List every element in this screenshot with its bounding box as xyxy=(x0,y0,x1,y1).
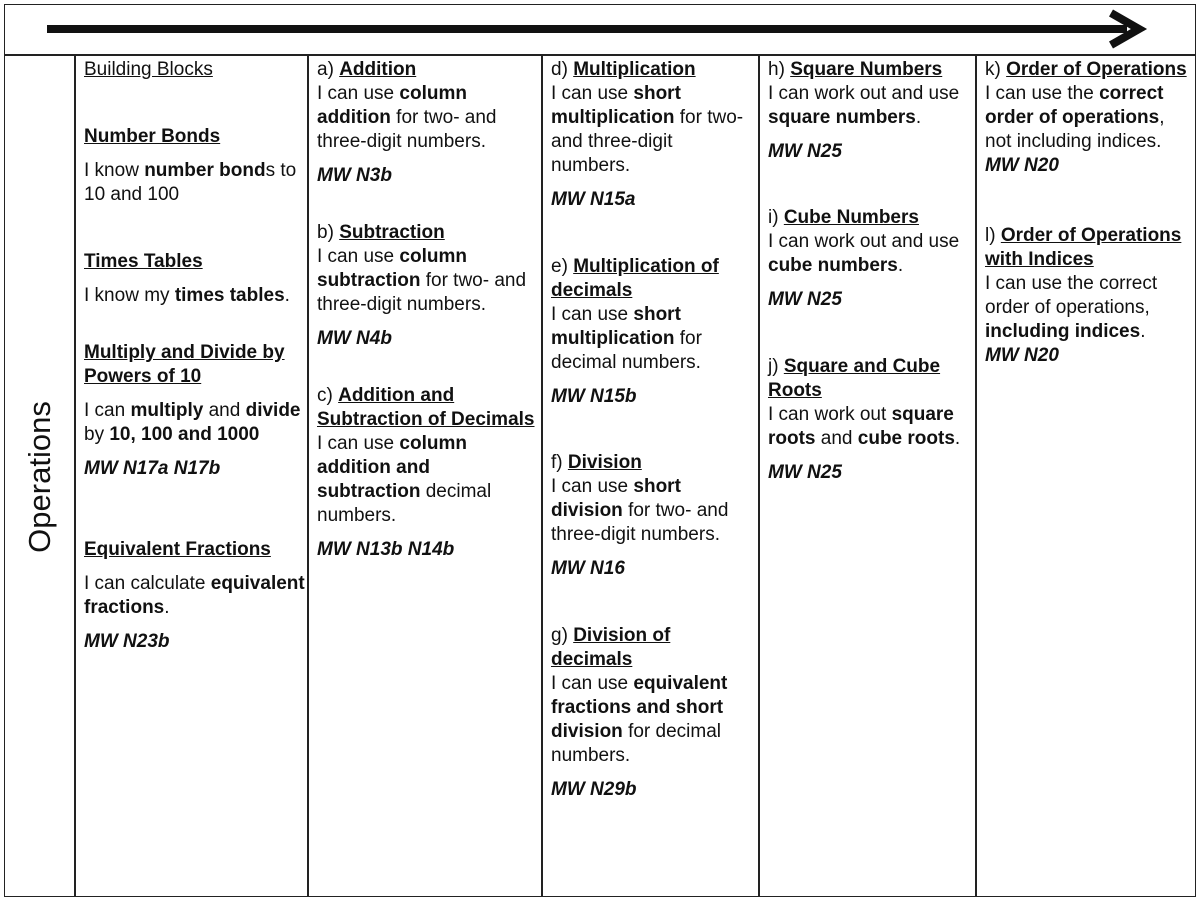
cube-numbers-heading: i) Cube Numbers xyxy=(768,207,919,228)
roots-block xyxy=(768,355,972,485)
row-label: Operations xyxy=(21,400,57,553)
order-ops-indices-text: I can use the correct order of operations, including indices. xyxy=(985,273,1158,342)
mw-reference: MW N15a xyxy=(551,189,636,210)
mult-decimals-heading: e) Multiplication of decimals xyxy=(551,256,719,301)
row-label-cell xyxy=(4,56,75,897)
order-ops-block xyxy=(985,58,1190,178)
mw-reference: MW N25 xyxy=(768,289,842,310)
addition-block xyxy=(317,58,537,188)
mw-reference: MW N3b xyxy=(317,165,392,186)
mw-reference: MW N20 xyxy=(985,345,1059,366)
mw-reference: MW N20 xyxy=(985,155,1059,176)
add-sub-decimals-block xyxy=(317,384,537,562)
column-divider xyxy=(541,56,543,897)
order-ops-text: I can use the correct order of operations, not including indices. xyxy=(985,83,1165,152)
times-tables-heading: Times Tables xyxy=(84,251,203,272)
mw-reference: MW N25 xyxy=(768,462,842,483)
timeline-row xyxy=(4,4,1196,56)
mult-decimals-block xyxy=(551,255,751,409)
mw-reference: MW N25 xyxy=(768,141,842,162)
column-divider xyxy=(307,56,309,897)
mw-reference: MW N16 xyxy=(551,558,625,579)
order-ops-heading: k) Order of Operations xyxy=(985,59,1187,80)
div-decimals-heading: g) Division of decimals xyxy=(551,625,671,670)
mw-reference: MW N15b xyxy=(551,386,637,407)
add-sub-decimals-text: I can use column addition and subtraction decimal numbers. xyxy=(317,433,492,526)
equivalent-fractions-block xyxy=(84,538,306,654)
mw-reference: MW N13b N14b xyxy=(317,539,455,560)
add-sub-decimals-heading: c) Addition and Subtraction of Decimals xyxy=(317,385,535,430)
equivalent-fractions-text: I can calculate equivalent fractions. xyxy=(84,573,305,618)
powers-of-10-block xyxy=(84,341,306,481)
times-tables-block xyxy=(84,250,306,308)
roots-heading: j) Square and Cube Roots xyxy=(768,356,941,401)
div-decimals-text: I can use equivalent fractions and short division for decimal numbers. xyxy=(551,673,728,766)
column-divider xyxy=(758,56,760,897)
multiplication-block xyxy=(551,58,751,212)
multiplication-text: I can use short multiplication for two- and three-digit numbers. xyxy=(551,83,744,176)
mw-reference: MW N4b xyxy=(317,328,392,349)
square-numbers-block xyxy=(768,58,972,164)
cube-numbers-text: I can work out and use cube numbers. xyxy=(768,231,960,276)
mult-decimals-text: I can use short multiplication for decimal numbers. xyxy=(551,304,702,373)
div-decimals-block xyxy=(551,624,751,802)
powers-of-10-heading: Multiply and Divide by Powers of 10 xyxy=(84,342,285,387)
number-bonds-block xyxy=(84,125,306,207)
column-divider xyxy=(975,56,977,897)
addition-heading: a) Addition xyxy=(317,59,417,80)
addition-text: I can use column addition for two- and three-digit numbers. xyxy=(317,83,497,152)
building-blocks-title: Building Blocks xyxy=(84,59,213,80)
division-text: I can use short division for two- and three-digit numbers. xyxy=(551,476,729,545)
equivalent-fractions-heading: Equivalent Fractions xyxy=(84,539,271,560)
division-heading: f) Division xyxy=(551,452,642,473)
number-bonds-heading: Number Bonds xyxy=(84,126,221,147)
roots-text: I can work out square roots and cube roots. xyxy=(768,404,961,449)
mw-reference: MW N23b xyxy=(84,631,170,652)
number-bonds-text: I know number bonds to 10 and 100 xyxy=(84,160,297,205)
square-numbers-text: I can work out and use square numbers. xyxy=(768,83,960,128)
division-block xyxy=(551,451,751,581)
subtraction-block xyxy=(317,221,537,351)
mw-reference: MW N17a N17b xyxy=(84,458,221,479)
order-ops-indices-heading: l) Order of Operations with Indices xyxy=(985,225,1182,270)
times-tables-text: I know my times tables. xyxy=(84,285,290,306)
order-ops-indices-block xyxy=(985,224,1190,368)
timeline-arrow-icon xyxy=(5,5,1195,53)
mw-reference: MW N29b xyxy=(551,779,637,800)
subtraction-text: I can use column subtraction for two- and three-digit numbers. xyxy=(317,246,527,315)
multiplication-heading: d) Multiplication xyxy=(551,59,696,80)
cube-numbers-block xyxy=(768,206,972,312)
building-blocks-title-block xyxy=(84,58,213,82)
square-numbers-heading: h) Square Numbers xyxy=(768,59,943,80)
powers-of-10-text: I can multiply and divide by 10, 100 and 1000 xyxy=(84,400,301,445)
subtraction-heading: b) Subtraction xyxy=(317,222,445,243)
